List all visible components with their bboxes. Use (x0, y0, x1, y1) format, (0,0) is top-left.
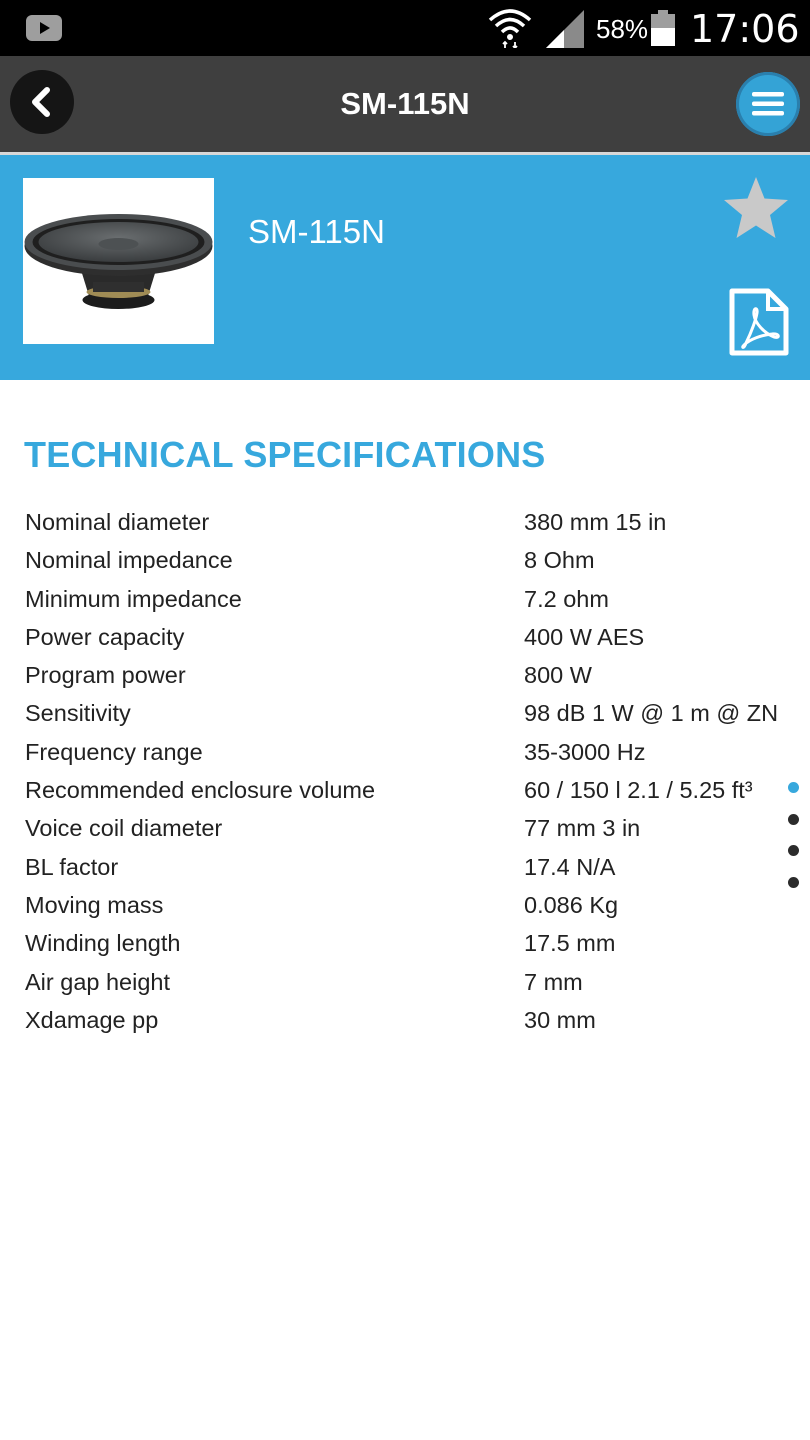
spec-label: Sensitivity (25, 700, 131, 727)
spec-label: BL factor (25, 853, 119, 880)
page-dot[interactable] (788, 782, 799, 793)
spec-value: 98 dB 1 W @ 1 m @ ZN (524, 700, 779, 727)
spec-label: Moving mass (25, 891, 164, 918)
spec-row (25, 580, 795, 618)
menu-button[interactable] (736, 72, 800, 136)
spec-row (25, 618, 795, 656)
spec-row (25, 733, 795, 771)
product-name: SM-115N (248, 213, 385, 250)
spec-value: 7.2 ohm (524, 585, 609, 612)
spec-row (25, 541, 795, 579)
spec-label: Xdamage pp (25, 1006, 159, 1033)
spec-row (25, 809, 795, 847)
spec-label: Recommended enclosure volume (25, 777, 376, 804)
back-button[interactable] (10, 70, 74, 134)
spec-label: Program power (25, 662, 186, 689)
spec-row (25, 1001, 795, 1039)
status-bar (0, 0, 810, 56)
spec-value: 30 mm (524, 1006, 596, 1033)
spec-value: 400 W AES (524, 623, 645, 650)
spec-label: Winding length (25, 930, 181, 957)
spec-label: Nominal diameter (25, 509, 210, 535)
page-dot[interactable] (788, 814, 799, 825)
product-image (23, 178, 214, 344)
spec-row (25, 963, 795, 1001)
spec-value: 60 / 150 l 2.1 / 5.25 ft³ (524, 777, 753, 804)
spec-label: Frequency range (25, 738, 203, 765)
pdf-document-icon[interactable] (728, 287, 790, 357)
spec-value: 8 Ohm (524, 547, 595, 574)
chevron-left-icon (28, 86, 56, 118)
clock: 17:06 (690, 7, 800, 51)
spec-row (25, 924, 795, 962)
battery-icon (651, 10, 675, 46)
spec-value: 35-3000 Hz (524, 738, 646, 765)
spec-label: Power capacity (25, 623, 185, 650)
signal-icon (546, 10, 584, 48)
spec-value: 800 W (524, 662, 592, 689)
app-bar (0, 56, 810, 152)
spec-value: 0.086 Kg (524, 891, 619, 918)
star-icon[interactable] (722, 175, 790, 241)
spec-value: 17.4 N/A (524, 853, 616, 880)
spec-row (25, 694, 795, 732)
spec-value: 17.5 mm (524, 930, 616, 957)
battery-percent: 58% (596, 14, 649, 44)
spec-row (25, 848, 795, 886)
spec-label: Minimum impedance (25, 585, 242, 612)
page-title: SM-115N (340, 86, 470, 121)
spec-value: 380 mm 15 in (524, 509, 667, 535)
hamburger-menu-icon (752, 91, 784, 117)
page-dot[interactable] (788, 845, 799, 856)
page-indicator (788, 782, 802, 908)
page-dot[interactable] (788, 877, 799, 888)
spec-label: Voice coil diameter (25, 815, 223, 842)
spec-row (25, 656, 795, 694)
product-header (0, 155, 810, 380)
spec-row (25, 886, 795, 924)
spec-value: 7 mm (524, 968, 583, 995)
spec-label: Air gap height (25, 968, 171, 995)
spec-label: Nominal impedance (25, 547, 233, 574)
spec-row (25, 771, 795, 809)
wifi-icon (488, 6, 532, 48)
spec-row (25, 503, 795, 541)
spec-value: 77 mm 3 in (524, 815, 641, 842)
speaker-driver-image (23, 178, 214, 344)
specs-heading: TECHNICAL SPECIFICATIONS (24, 434, 546, 475)
youtube-icon (26, 15, 62, 41)
specs-table (25, 503, 795, 1039)
